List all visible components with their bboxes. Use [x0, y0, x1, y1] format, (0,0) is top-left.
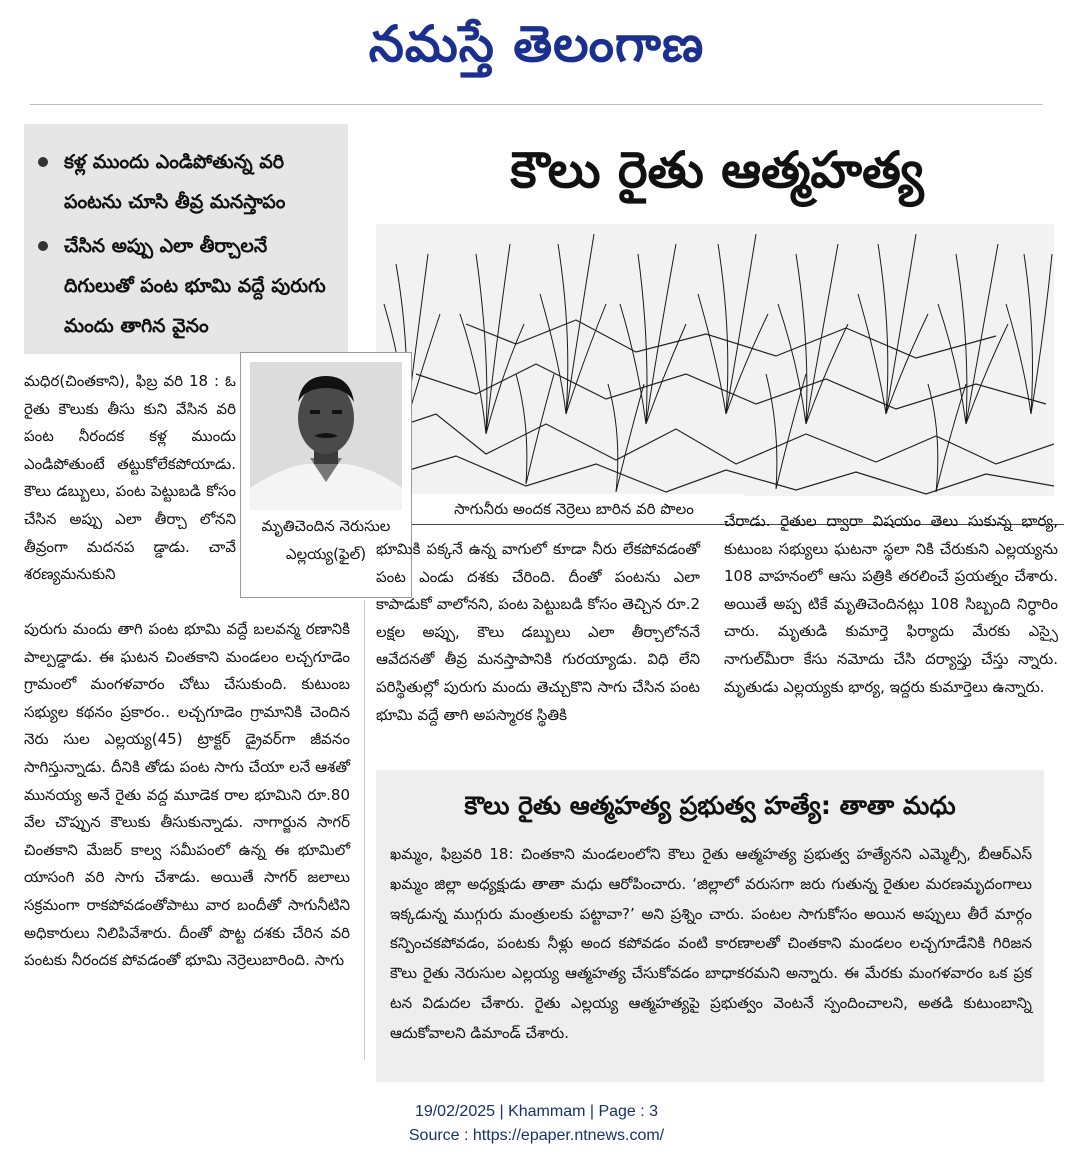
edition-info: 19/02/2025 | Khammam | Page : 3	[414, 1103, 659, 1120]
paddy-field-image	[376, 224, 1054, 496]
highlight-item	[38, 226, 342, 346]
article-column-1-top	[24, 368, 236, 589]
masthead-logo: నమస్తే తెలంగాణ	[368, 15, 705, 73]
page-footer	[0, 1100, 1073, 1148]
highlight-text: కళ్ల ముందు ఎండిపోతున్న వరి పంటను చూసి తీవ్ర మనస్తాపం	[64, 151, 286, 213]
source-link[interactable]: Source : https://epaper.ntnews.com/	[408, 1127, 665, 1144]
highlights-box	[24, 124, 348, 354]
highlight-item	[38, 142, 342, 222]
article-text: భూమికి పక్కనే ఉన్న వాగులో కూడా నీరు లేకపోవడంతో పంట ఎండు దశకు చేరింది. దీంతో పంటను ఎలా కాపాడుకో వాలోనని, పంట పెట్టుబడి కోసం తెచ్చిన రూ.2 లక్షల అప్పు, కౌలు డబ్బులు ఎలా తీర్చాలోననే ఆవేదనతో తీవ్ర మనస్తాపానికి గురయ్యాడు. విధి లేని పరిస్థితుల్లో పురుగు మందు తెచ్చుకొని సాగు చేసిన పంట భూమి వద్దే తాగి అపస్మారక స్థితికి	[376, 540, 700, 724]
article-text: చేరాడు. రైతుల ద్వారా విషయం తెలు సుకున్న భార్య, కుటుంబ సభ్యులు ఘటనా స్థలా నికి చేరుకుని ఎల్లయ్యను 108 వాహనంలో ఆసు పత్రికి తరలించే ప్రయత్నం చేశారు. అయితే అప్ప టికే మృతిచెందినట్లు 108 సిబ్బంది నిర్ధారిం చారు. మృతుడి కుమార్తె ఫిర్యాదు మేరకు ఎస్సై నాగుల్‌మీరా కేసు నమోదు చేసి దర్యాప్తు చేస్తు న్నారు. మృతుడు ఎల్లయ్యకు భార్య, ఇద్దరు కుమార్తెలు ఉన్నారు.	[724, 512, 1058, 696]
article-headline: కౌలు రైతు ఆత్మహత్య	[510, 141, 924, 199]
bullet-icon	[38, 157, 48, 167]
column-divider	[364, 600, 365, 1060]
article-column-2	[376, 536, 700, 729]
bullet-icon	[38, 241, 48, 251]
person-portrait-image	[250, 362, 402, 510]
portrait-photo	[250, 362, 402, 510]
photo-caption: సాగునీరు అందక నెర్రెలు బారిన వరి పొలం	[404, 494, 744, 524]
highlight-text: చేసిన అప్పు ఎలా తీర్చాలనే దిగులుతో పంట భూమి వద్దే పురుగు మందు తాగిన వైనం	[64, 235, 326, 337]
secondary-article-text: ఖమ్మం, ఫిబ్రవరి 18: చింతకాని మండలంలోని కౌలు రైతు ఆత్మహత్య ప్రభుత్వ హత్యేనని ఎమ్మెల్సీ, బీఆర్‌ఎస్ ఖమ్మం జిల్లా అధ్యక్షుడు తాతా మధు ఆరోపించారు. ‘జిల్లాలో వరుసగా జరు గుతున్న రైతుల మరణమృదంగాలు ఇక్కడున్న ముగ్గురు మంత్రులకు పట్టావా?’ అని ప్రశ్నిం చారు. పంటల సాగుకోసం అయిన అప్పులు తీరే మార్గం కన్పించకపోవడం, పంటకు నీళ్లు అంద కపోవడం వంటి కారణాలతో చింతకాని మండలం లచ్చగూడేనికి గిరిజన కౌలు రైతు నెరుసుల ఎల్లయ్య ఆత్మహత్య చేసుకోవడం బాధాకరమని అన్నారు. ఈ మేరకు మంగళవారం ఒక ప్రక టన విడుదల చేశారు. రైతు ఎల్లయ్య ఆత్మహత్యపై ప్రభుత్వం వెంటనే స్పందించాలని, అతడి కుటుంబాన్ని ఆదుకోవాలని డిమాండ్ చేశారు.	[390, 845, 1032, 1042]
field-photo	[376, 224, 1054, 496]
article-column-3	[724, 508, 1058, 701]
article-text: పురుగు మందు తాగి పంట భూమి వద్దే బలవన్మ రణానికి పాల్పడ్డాడు. ఈ ఘటన చింతకాని మండలం లచ్చగూడెం గ్రామంలో మంగళవారం చోటు చేసుకుంది. కుటుంబ సభ్యుల కథనం ప్రకారం.. లచ్చగూడెం గ్రామానికి చెందిన నెరు సుల ఎల్లయ్య(45) ట్రాక్టర్ డ్రైవర్‌గా జీవనం సాగిస్తున్నాడు. దీనికి తోడు పంట సాగు చేయా లనే ఆశతో మునయ్య అనే రైతు వద్ద మూడెక రాల భూమిని రూ.80 వేల చొప్పున కౌలుకు తీసుకున్నాడు. నాగార్జున సాగర్ చింతకాని మేజర్ కాల్వ సమీపంలో ఉన్న ఈ భూమిలో యాసంగి వరి సాగు చేశాడు. అయితే సాగర్ జలాలు సక్రమంగా రాకపోవడంతోపాటు వార బందీతో సాగునీటిని అధికారులు నిలిపివేశారు. దీంతో పొట్ట దశకు చేరిన వరి పంటకు నీరందక పోవడంతో భూమి నెర్రెలుబారింది. సాగు	[24, 620, 350, 970]
masthead-divider	[30, 104, 1043, 105]
secondary-article-title: కౌలు రైతు ఆత్మహత్య ప్రభుత్వ హత్యే: తాతా మధు	[464, 791, 956, 820]
portrait-caption: మృతిచెందిన నెరుసుల ఎల్లయ్య(ఫైల్)	[261, 517, 391, 563]
article-column-1-bottom	[24, 616, 350, 975]
article-text: మధిర(చింతకాని), ఫిబ్ర వరి 18 : ఓ రైతు కౌలుకు తీసు కుని వేసిన వరి పంట నీరందక కళ్ల ముందు ఎండిపోతుంటే తట్టుకోలేకపోయాడు. కౌలు డబ్బులు, పంట పెట్టుబడి కోసం చేసిన అప్పు ఎలా తీర్చా లోనని తీవ్రంగా మదనప డ్డాడు. చావే శరణ్యమనుకుని	[24, 372, 236, 584]
